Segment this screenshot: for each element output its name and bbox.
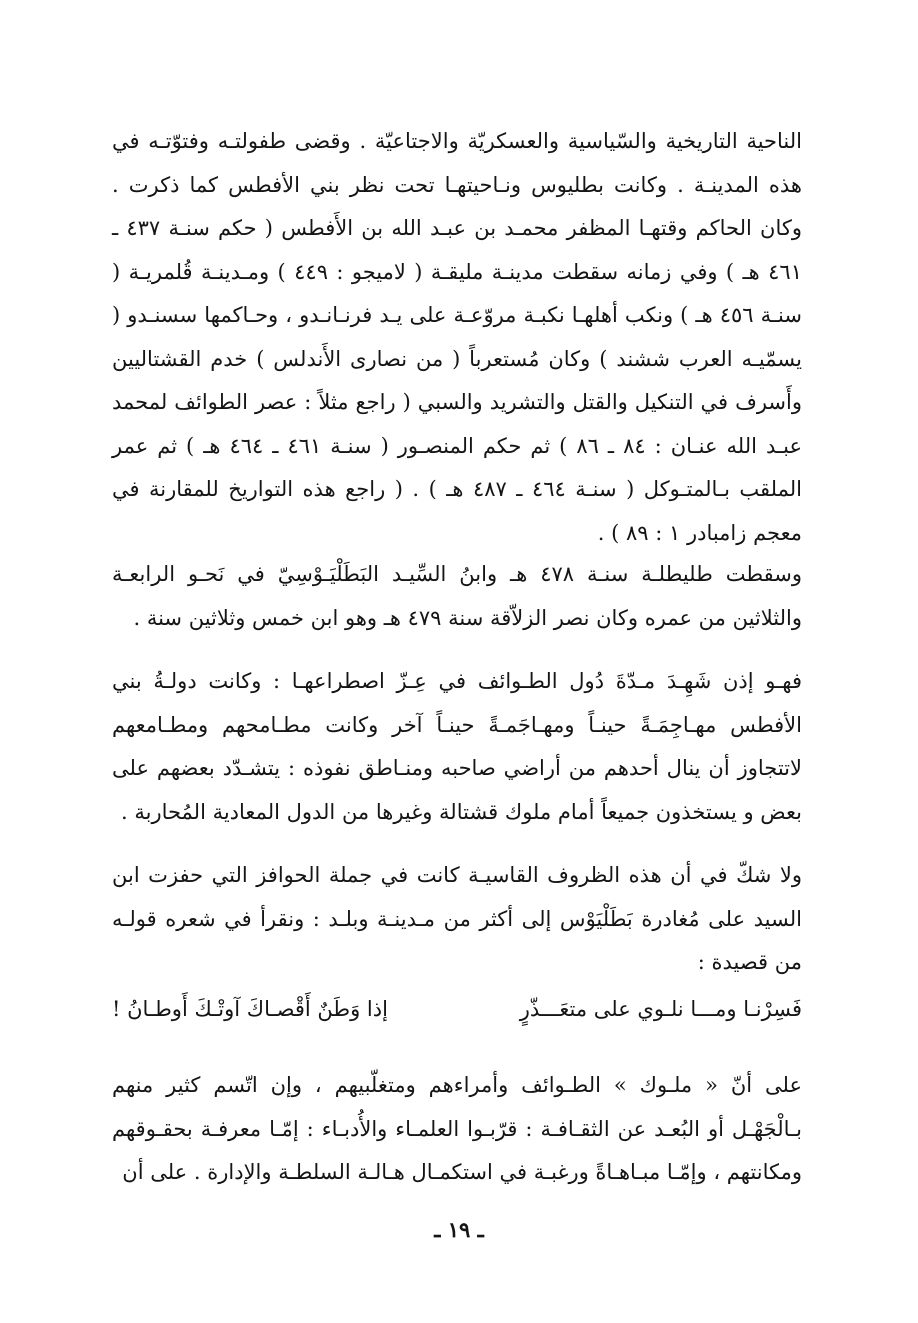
paragraph-text: على أنّ « ملـوك » الطـوائف وأمراءهم ومتغلّبيهم ، وإن اتّسم كثير منهم بـالْجَهْـل أو البُعـد عن الثقـافـة : قرّبـوا العلمـاء والأُدبـاء : إمّـا معرفـة بحقـوقهم ومكانتهم ، وإمّـا مبـاهـاةً ورغبـة في استكمـال هـالـة السلطـة والإدارة . على أن [112, 1073, 802, 1184]
paragraph-history [112, 120, 802, 555]
paragraph-text: ولا شكّ في أن هذه الظروف القاسيـة كانت في جملة الحوافز التي حفزت ابن السيد على مُغادرة بَطَلْيَوْس إلى أكثر من مـدينـة وبلـد : ونقرأ في شعره قولـه من قصيدة : [112, 863, 802, 974]
paragraph-text: فهـو إذن شَهِـدَ مـدّةَ دُول الطـوائف في عِـزّ اصطراعهـا : وكانت دولـةُ بني الأفطس مهـاجِمَـةً حينـاً ومهـاجَمـةً حينـاً آخر وكانت مطـامحهم ومطـامعهم لاتتجاوز أن ينال أحدهم من أراضي صاحبه ومنـاطق نفوذه : يتشـدّد بعضهم على بعض و يستخذون جميعاً أمام ملوك قشتالة وغيرها من الدول المعادية المُحاربة . [112, 669, 802, 824]
verse-first-hemistich: فَسِرْنـا ومـــا نلـوي على متعَـــذّرٍ [519, 997, 802, 1021]
paragraph-departure [112, 854, 802, 985]
paragraph-text: وسقطت طليطلـة سنـة ٤٧٨ هـ وابنُ السِّيـد البَطَلْيَـوْسِيّ في نَحـو الرابعـة والثلاثين من عمره وكان نصر الزلاّقة سنة ٤٧٩ هـ وهو ابن خمس وثلاثين سنة . [112, 562, 802, 630]
paragraph-patronage [112, 1064, 802, 1195]
poem-verse [112, 985, 802, 1033]
paragraph-taifa [112, 660, 802, 834]
paragraph-toledo [112, 553, 802, 640]
verse-second-hemistich: إذا وَطَنٌ أَقْصـاكَ آوتْـكَ أَوطـانُ ! [112, 997, 388, 1021]
page-number: ـ ١٩ ـ [434, 1217, 484, 1242]
paragraph-text: الناحية التاريخية والسّياسية والعسكريّة والاجتاعيّة . وقضى طفولتـه وفتوّتـه في هذه المدينـة . وكانت بطليوس ونـاحيتهـا تحت نظر بني الأفطس كما ذكرت . وكان الحاكم وقتهـا المظفر محمـد بن عبـد الله بن الأَفطس ( حكم سنـة ٤٣٧ ـ ٤٦١ هـ ) وفي زمانه سقطت مدينـة مليقـة ( لاميجو : ٤٤٩ ) ومـدينـة قُلمريـة ( سنـة ٤٥٦ هـ ) ونكب أهلهـا نكبـة مروّعـة على يـد فرنـانـدو ، وحـاكمها سسنـدو ( يسمّيـه العرب ششند ) وكان مُستعرباً ( من نصارى الأَندلس ) خدم القشتاليين وأَسرف في التنكيل والقتل والتشريد والسبي ( راجع مثلاً : عصر الطوائف لمحمد عبـد الله عنـان : ٨٤ ـ ٨٦ ) ثم حكم المنصـور ( سنـة ٤٦١ ـ ٤٦٤ هـ ) ثم عمر الملقب بـالمتـوكل ( سنـة ٤٦٤ ـ ٤٨٧ هـ ) . ( راجع هذه التواريخ للمقارنة في معجم زامبادر ١ : ٨٩ ) . [112, 129, 802, 545]
